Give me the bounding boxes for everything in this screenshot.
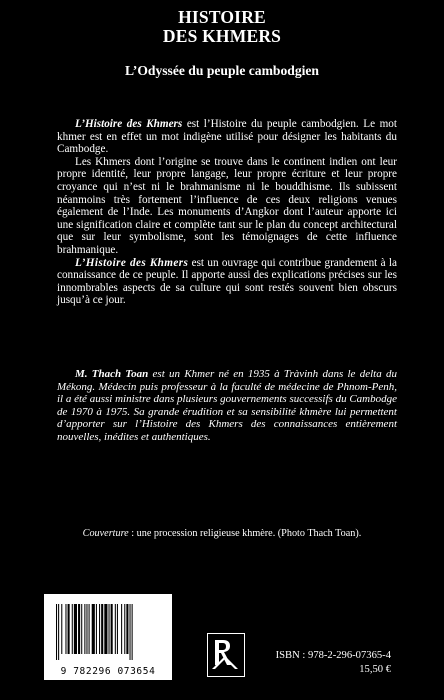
barcode-bar [96, 604, 97, 654]
blurb-text-1: est l’Histoire du peuple cambodgien. Le mot khmer est en effet un mot indigène utilisé pour désigner les habitants du Cambodge. [57, 118, 397, 156]
barcode-bar [111, 604, 113, 654]
barcode-bar [84, 604, 85, 654]
barcode-bar [101, 604, 103, 654]
blurb-paragraph-3 [57, 257, 397, 307]
barcode-bar [132, 604, 133, 660]
barcode-bar [65, 604, 66, 654]
book-subtitle: L’Odyssée du peuple cambodgien [124, 63, 319, 78]
author-biography [57, 368, 397, 444]
barcode-digits: 9 782296 073654 [60, 666, 156, 677]
title-line-2: DES KHMERS [162, 26, 282, 46]
barcode-bar [81, 604, 82, 654]
barcode-bar [68, 604, 70, 654]
back-cover-blurb [57, 118, 397, 307]
barcode-bar [126, 604, 128, 654]
barcode-bar [115, 604, 116, 654]
barcode-bar [61, 604, 62, 654]
barcode-bar [74, 604, 77, 654]
barcode-bar [109, 604, 110, 654]
price: 15,50 € [359, 663, 391, 675]
publisher-logo [207, 633, 245, 677]
blurb-text-3: est un ouvrage qui contribue grandement à la connaissance de ce peuple. Il apporte aussi des explications précises sur les innombrables aspects de sa culture qui sont restés souvent bien obscurs jusqu’à ce jour. [57, 256, 397, 307]
title-line-1: HISTOIRE [178, 7, 266, 27]
isbn-price-block [263, 649, 391, 676]
isbn: ISBN : 978-2-296-07365-4 [275, 650, 391, 661]
barcode [44, 594, 172, 680]
barcode-bar [89, 604, 90, 654]
barcode-bar [99, 604, 100, 654]
blurb-book-title-1: L’Histoire des Khmers [75, 118, 183, 130]
blurb-paragraph-2: Les Khmers dont l’origine se trouve dans le continent indien ont leur propre identité, leur propre langage, leur propre écriture et leur propre croyance qui n’est ni le brahmanisme ni le bouddhisme. Ils subissent néanmoins très fortement l’influence de ces deux religions venues également de l’Inde. Les monuments d’Angkor dont l’auteur apporte ici une signification claire et complète tant sur le plan du concept architectural que sur leur symbolisme, sont les témoignages de cette influence brahmanique. [57, 155, 397, 256]
barcode-bar [121, 604, 122, 654]
blurb-paragraph-1 [57, 118, 397, 156]
barcode-bar [72, 604, 73, 654]
barcode-bar [92, 604, 95, 654]
barcode-bar [124, 604, 125, 654]
author-bio-text: est un Khmer né en 1935 à Tràvinh dans le delta du Mékong. Médecin puis professeur à la faculté de médecine de Phnom-Penh, il a été aussi ministre dans plusieurs gouvernements successifs du Cambodge de 1970 à 1975. Sa grande érudition et sa sensibilité khmère lui permettent d’apporter sur l’Histoire des Khmers des connaissances entièrement nouvelles, inédites et authentiques. [57, 368, 397, 443]
blurb-book-title-2: L’Histoire des Khmers [75, 256, 189, 269]
barcode-bar [104, 604, 107, 654]
barcode-bar [78, 604, 80, 654]
barcode-bar [117, 604, 118, 654]
barcode-bar [130, 604, 131, 660]
author-name: M. Thach Toan [75, 368, 149, 380]
barcode-bar [86, 604, 87, 654]
barcode-bar [56, 604, 57, 660]
barcode-bar [58, 604, 59, 660]
cover-credit-text: : une procession religieuse khmère. (Photo Thach Toan). [128, 528, 362, 539]
publisher-logo-icon [208, 634, 243, 675]
cover-credit-label: Couverture [82, 528, 129, 539]
cover-credit [0, 528, 444, 539]
barcode-bars [56, 604, 160, 660]
